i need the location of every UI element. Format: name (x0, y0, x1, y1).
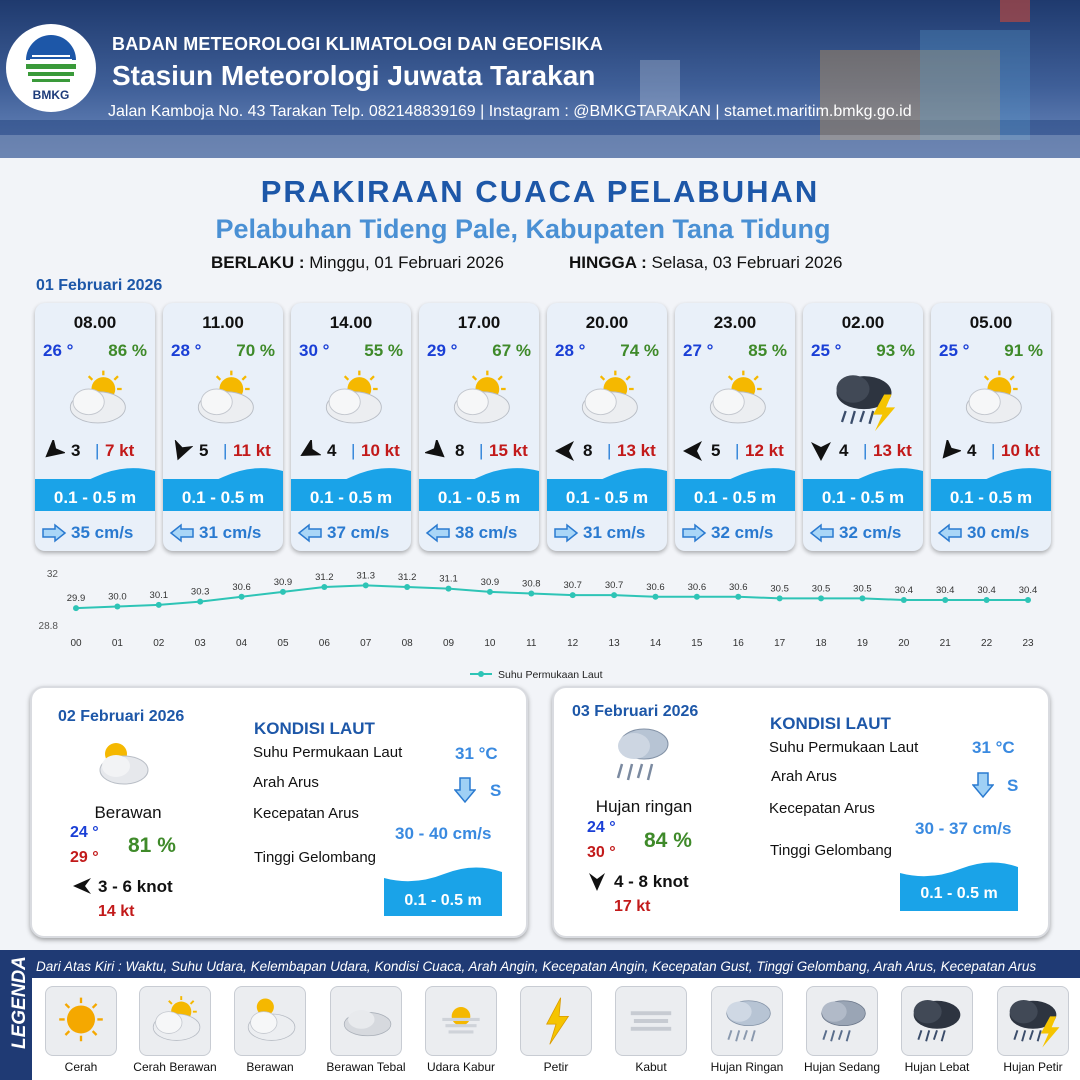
card-humidity: 85 % (748, 341, 787, 360)
card-current (681, 521, 793, 545)
card-gust: 10 kt (1001, 441, 1040, 460)
sst-point (818, 595, 824, 601)
sst-data-label: 30.9 (273, 576, 293, 588)
card-wave-height: 0.1 - 0.5 m (693, 488, 777, 507)
current-arrow-icon (297, 523, 323, 543)
valid-from-date: Minggu, 01 Februari 2026 (309, 253, 504, 272)
bmkg-logo (6, 24, 96, 112)
card-current (41, 521, 153, 545)
station-address: Jalan Kamboja No. 43 Tarakan Telp. 082148839169 | Instagram : @BMKGTARAKAN | stamet.maritim.bmkg.go.id (108, 103, 912, 120)
sst-data-label: 30.9 (480, 576, 500, 588)
sst-data-label: 30.0 (108, 591, 127, 603)
cerah-berawan-icon (445, 367, 515, 433)
day2-speed-label: Kecepatan Arus (253, 805, 359, 822)
legend-item (798, 986, 886, 1074)
sst-point (570, 592, 576, 598)
wind-arrow-icon (588, 872, 606, 892)
card-current-speed: 32 cm/s (711, 523, 774, 542)
hujan-ringan-icon (608, 724, 678, 794)
card-separator: | (991, 441, 996, 460)
sst-data-label: 30.4 (894, 585, 914, 596)
x-tick-label: 05 (277, 638, 289, 649)
valid-to-label: HINGGA : (569, 253, 647, 272)
card-wind-speed: 3 (71, 441, 81, 460)
hujan-petir-icon (829, 367, 899, 433)
day2-dir-label: Arah Arus (253, 774, 319, 791)
y-tick-label: 28.8 (38, 621, 58, 632)
day2-humidity: 81 % (128, 834, 176, 857)
legend-item-label: Udara Kabur (426, 1060, 496, 1074)
sst-point (859, 595, 865, 601)
day3-wind: 4 - 8 knot (614, 872, 689, 891)
sst-data-label: 31.2 (315, 572, 334, 583)
sst-point (942, 597, 948, 603)
sst-data-label: 30.6 (687, 581, 707, 593)
wind-arrow-icon (553, 440, 577, 462)
legend-item-label: Hujan Petir (1003, 1060, 1063, 1074)
wind-arrow-icon (297, 440, 321, 462)
cerah-berawan-icon (957, 367, 1027, 433)
day3-sst: 31 °C (972, 738, 1015, 757)
card-separator: | (95, 441, 100, 460)
sst-data-label: 29.9 (66, 593, 86, 605)
card-wind-speed: 4 (839, 441, 849, 460)
card-wind (41, 440, 153, 462)
forecast-card (803, 303, 923, 551)
wind-arrow-icon (169, 440, 193, 462)
card-time: 05.00 (969, 313, 1013, 332)
header-banner (0, 0, 1080, 158)
sst-data-label: 30.5 (770, 583, 789, 595)
sst-point (901, 597, 907, 603)
petir-icon (520, 986, 592, 1056)
x-tick-label: 13 (608, 638, 620, 649)
legend-item (989, 986, 1077, 1074)
day3-sst-label: Suhu Permukaan Laut (769, 739, 919, 756)
card-temp: 27 ° (683, 341, 714, 360)
card-separator: | (351, 441, 356, 460)
hujan-petir-icon (997, 986, 1069, 1056)
card-humidity: 93 % (876, 341, 915, 360)
x-tick-label: 07 (360, 638, 372, 649)
card-wave-height: 0.1 - 0.5 m (53, 488, 137, 507)
card-gust: 7 kt (105, 441, 135, 460)
sst-point (528, 591, 534, 597)
sst-data-label: 30.4 (935, 585, 955, 596)
day3-condition: Hujan ringan (595, 797, 693, 816)
sst-data-label: 31.1 (439, 573, 458, 585)
card-time: 11.00 (202, 313, 244, 332)
sst-point (321, 584, 327, 590)
card-current (553, 521, 665, 545)
sst-point (446, 586, 452, 592)
card-temp: 25 ° (939, 341, 970, 360)
current-arrow-icon (425, 523, 451, 543)
current-down-arrow-icon (972, 771, 994, 799)
berawan-icon (234, 986, 306, 1056)
x-tick-label: 11 (526, 638, 537, 649)
day2-temp-min: 24 ° (70, 824, 99, 841)
cerah-berawan-icon (139, 986, 211, 1056)
card-temp: 28 ° (171, 341, 202, 360)
sst-data-label: 30.7 (563, 580, 582, 592)
legend-item-label: Cerah (64, 1060, 98, 1074)
x-tick-label: 12 (567, 638, 579, 649)
sst-data-label: 30.5 (811, 583, 831, 595)
card-time: 20.00 (585, 313, 629, 332)
x-tick-label: 10 (484, 638, 496, 649)
card-wind (297, 440, 409, 462)
sst-chart (30, 562, 1050, 692)
card-time: 17.00 (457, 313, 501, 332)
card-wind-speed: 5 (199, 441, 209, 460)
valid-to-date: Selasa, 03 Februari 2026 (651, 253, 843, 272)
card-wind (681, 440, 793, 462)
day3-humidity: 84 % (644, 829, 692, 852)
current-arrow-icon (41, 523, 67, 543)
legend-item-label: Hujan Ringan (710, 1060, 784, 1074)
cerah-berawan-icon (189, 367, 259, 433)
current-arrow-icon (809, 523, 835, 543)
card-time: 08.00 (73, 313, 117, 332)
card-temp: 29 ° (427, 341, 458, 360)
day3-gust: 17 kt (614, 898, 651, 915)
wind-arrow-icon (425, 440, 449, 462)
chart-legend-label: Suhu Permukaan Laut (498, 669, 603, 681)
current-down-arrow-icon (454, 776, 476, 804)
cerah-berawan-icon (701, 367, 771, 433)
valid-to (569, 253, 842, 273)
card-separator: | (479, 441, 484, 460)
current-arrow-icon (681, 523, 707, 543)
card-temp: 25 ° (811, 341, 842, 360)
y-tick-label: 32 (46, 569, 58, 580)
day2-current-speed: 30 - 40 cm/s (395, 824, 492, 843)
legend-item (893, 986, 981, 1074)
x-tick-label: 22 (981, 638, 993, 649)
forecast-card (931, 303, 1051, 551)
card-wind (425, 440, 537, 462)
day2-wave-label: Tinggi Gelombang (254, 849, 377, 866)
x-tick-label: 20 (898, 638, 910, 649)
cerah-berawan-icon (317, 367, 387, 433)
day2-condition: Berawan (94, 803, 162, 822)
x-tick-label: 16 (732, 638, 744, 649)
card-current-speed: 31 cm/s (199, 523, 262, 542)
sst-data-label: 30.7 (604, 580, 624, 592)
day3-date: 03 Februari 2026 (572, 703, 699, 720)
hujan-ringan-icon (711, 986, 783, 1056)
card-wave-height: 0.1 - 0.5 m (565, 488, 649, 507)
card-current (169, 521, 281, 545)
legend-item (417, 986, 505, 1074)
hujan-sedang-icon (806, 986, 878, 1056)
day3-current-speed: 30 - 37 cm/s (915, 819, 1012, 838)
sst-point (735, 594, 741, 600)
day3-dir-label: Arah Arus (771, 768, 837, 785)
legend-description: Dari Atas Kiri : Waktu, Suhu Udara, Kelembapan Udara, Kondisi Cuaca, Arah Angin, Kecepatan Angin, Kecepatan Gust, Tinggi Gelombang, Arah Arus, Kecepatan Arus (36, 959, 1037, 974)
card-time: 02.00 (841, 313, 885, 332)
card-wind (169, 440, 281, 462)
sst-point (73, 605, 79, 611)
day2-date: 02 Februari 2026 (58, 708, 185, 725)
sst-data-label: 31.3 (356, 570, 375, 582)
page-title: PRAKIRAAN CUACA PELABUHAN (260, 174, 820, 209)
card-wind (809, 440, 921, 462)
x-tick-label: 02 (153, 638, 165, 649)
card-wind-speed: 8 (455, 441, 465, 460)
x-tick-label: 06 (318, 638, 330, 649)
card-temp: 30 ° (299, 341, 330, 360)
card-humidity: 74 % (620, 341, 659, 360)
card-humidity: 55 % (364, 341, 403, 360)
sst-point (404, 584, 410, 590)
day2-temp-max: 29 ° (70, 849, 99, 866)
forecast-card (675, 303, 795, 551)
legend-item-label: Berawan (246, 1060, 294, 1074)
wind-arrow-icon (937, 440, 961, 462)
card-separator: | (607, 441, 612, 460)
sst-data-label: 30.6 (729, 581, 748, 593)
sst-data-label: 30.8 (522, 578, 541, 590)
x-tick-label: 08 (401, 638, 413, 649)
card-gust: 10 kt (361, 441, 400, 460)
sst-data-label: 30.6 (232, 581, 251, 593)
day3-sea-title: KONDISI LAUT (770, 714, 891, 733)
card-gust: 13 kt (873, 441, 912, 460)
card-current-speed: 30 cm/s (967, 523, 1030, 542)
sst-point (1025, 597, 1031, 603)
wind-arrow-icon (681, 440, 705, 462)
day2-sst: 31 °C (455, 744, 498, 763)
card-wind (937, 440, 1049, 462)
legend-item (703, 986, 791, 1074)
card-current-speed: 38 cm/s (455, 523, 518, 542)
sst-point (777, 595, 783, 601)
day2-gust: 14 kt (98, 903, 135, 920)
card-time: 23.00 (713, 313, 757, 332)
day3-wave: 0.1 - 0.5 m (920, 885, 998, 902)
card-current-speed: 31 cm/s (583, 523, 646, 542)
cerah-berawan-icon (61, 367, 131, 433)
x-tick-label: 19 (856, 638, 868, 649)
sst-point (156, 602, 162, 608)
card-gust: 12 kt (745, 441, 784, 460)
sst-point (984, 597, 990, 603)
legend-item-label: Hujan Sedang (803, 1060, 881, 1074)
kabut-icon (615, 986, 687, 1056)
day3-panel (552, 686, 1050, 938)
sst-point (280, 589, 286, 595)
card-humidity: 91 % (1004, 341, 1043, 360)
card-wind-speed: 4 (967, 441, 977, 460)
card-current (809, 521, 921, 545)
card-wave-height: 0.1 - 0.5 m (181, 488, 265, 507)
sst-point (197, 599, 203, 605)
sst-point (611, 592, 617, 598)
x-tick-label: 23 (1022, 638, 1034, 649)
sst-point (363, 582, 369, 588)
card-wave-height: 0.1 - 0.5 m (309, 488, 393, 507)
current-arrow-icon (937, 523, 963, 543)
legend-item-label: Hujan Lebat (904, 1060, 970, 1074)
day3-speed-label: Kecepatan Arus (769, 800, 875, 817)
x-tick-label: 09 (442, 638, 455, 649)
berawan-icon (90, 736, 154, 790)
x-tick-label: 03 (194, 638, 206, 649)
card-wind (553, 440, 665, 462)
sst-data-label: 31.2 (397, 572, 417, 583)
wind-arrow-icon (72, 877, 92, 895)
sst-data-label: 30.3 (190, 586, 210, 598)
x-tick-label: 04 (236, 638, 248, 649)
card-current (297, 521, 409, 545)
card-wind-speed: 5 (711, 441, 721, 460)
legend-item-label: Cerah Berawan (133, 1060, 217, 1074)
current-arrow-icon (553, 523, 579, 543)
logo-text: BMKG (32, 88, 70, 102)
bmkg-emblem-icon (20, 34, 82, 86)
card-humidity: 70 % (236, 341, 275, 360)
day2-panel (30, 686, 528, 938)
card-time: 14.00 (329, 313, 373, 332)
card-humidity: 86 % (108, 341, 147, 360)
sst-point (694, 594, 700, 600)
day3-temp-max: 30 ° (587, 844, 616, 861)
x-tick-label: 15 (691, 638, 703, 649)
valid-from (211, 253, 504, 273)
forecast-card (547, 303, 667, 551)
card-wind-speed: 4 (327, 441, 337, 460)
legend-item (226, 986, 314, 1074)
berawan-tebal-icon (330, 986, 402, 1056)
cerah-icon (45, 986, 117, 1056)
forecast-card (291, 303, 411, 551)
station-name: Stasiun Meteorologi Juwata Tarakan (112, 60, 596, 91)
sst-line (76, 585, 1028, 608)
sst-point (652, 594, 658, 600)
hujan-lebat-icon (901, 986, 973, 1056)
card-wave-height: 0.1 - 0.5 m (949, 488, 1033, 507)
sst-point (487, 589, 493, 595)
legend-item (37, 986, 125, 1074)
x-tick-label: 18 (815, 638, 827, 649)
card-gust: 15 kt (489, 441, 528, 460)
current-arrow-icon (169, 523, 195, 543)
legend-item-label: Petir (543, 1060, 569, 1074)
sst-data-label: 30.6 (646, 581, 665, 593)
legend-item (131, 986, 219, 1074)
card-separator: | (735, 441, 740, 460)
sst-data-label: 30.5 (853, 583, 872, 595)
card-current (937, 521, 1049, 545)
forecast-card (419, 303, 539, 551)
day3-current-dir: S (1007, 776, 1019, 795)
legend-item-label: Kabut (635, 1060, 667, 1074)
sst-data-label: 30.4 (977, 585, 996, 596)
card-humidity: 67 % (492, 341, 531, 360)
x-tick-label: 00 (70, 638, 82, 649)
page-subtitle: Pelabuhan Tideng Pale, Kabupaten Tana Tidung (215, 214, 831, 244)
legend-title: LEGENDA (9, 956, 30, 1049)
day2-current-dir: S (490, 781, 502, 800)
sst-data-label: 30.4 (1018, 585, 1038, 596)
cerah-berawan-icon (573, 367, 643, 433)
valid-from-label: BERLAKU : (211, 253, 305, 272)
sst-point (114, 604, 120, 610)
legend-item (607, 986, 695, 1074)
card-temp: 28 ° (555, 341, 586, 360)
card-separator: | (863, 441, 868, 460)
legend-item-label: Berawan Tebal (326, 1060, 406, 1074)
udara-kabur-icon (425, 986, 497, 1056)
card-current-speed: 37 cm/s (327, 523, 390, 542)
day2-sea-title: KONDISI LAUT (254, 719, 375, 738)
sst-data-label: 30.1 (149, 589, 169, 601)
day2-wave: 0.1 - 0.5 m (404, 892, 482, 909)
forecast-card (35, 303, 155, 551)
day1-date: 01 Februari 2026 (36, 277, 163, 294)
card-wave-height: 0.1 - 0.5 m (437, 488, 521, 507)
card-current-speed: 32 cm/s (839, 523, 902, 542)
sst-point (239, 594, 245, 600)
x-tick-label: 14 (649, 638, 662, 649)
wind-arrow-icon (41, 440, 65, 462)
day2-sst-label: Suhu Permukaan Laut (253, 744, 403, 761)
wind-arrow-icon (809, 440, 833, 462)
card-separator: | (223, 441, 228, 460)
legend-item (322, 986, 410, 1074)
legend-item (512, 986, 600, 1074)
agency-name: BADAN METEOROLOGI KLIMATOLOGI DAN GEOFISIKA (112, 34, 603, 54)
day2-wind: 3 - 6 knot (98, 877, 173, 896)
card-wind-speed: 8 (583, 441, 593, 460)
card-wave-height: 0.1 - 0.5 m (821, 488, 905, 507)
day3-wave-label: Tinggi Gelombang (770, 842, 893, 859)
card-gust: 11 kt (233, 441, 271, 460)
forecast-card (163, 303, 283, 551)
x-tick-label: 01 (111, 638, 123, 649)
card-temp: 26 ° (43, 341, 74, 360)
x-tick-label: 21 (939, 638, 951, 649)
x-tick-label: 17 (774, 638, 786, 649)
day3-temp-min: 24 ° (587, 819, 616, 836)
card-current-speed: 35 cm/s (71, 523, 134, 542)
card-current (425, 521, 537, 545)
legend-marker (478, 671, 484, 677)
card-gust: 13 kt (617, 441, 656, 460)
